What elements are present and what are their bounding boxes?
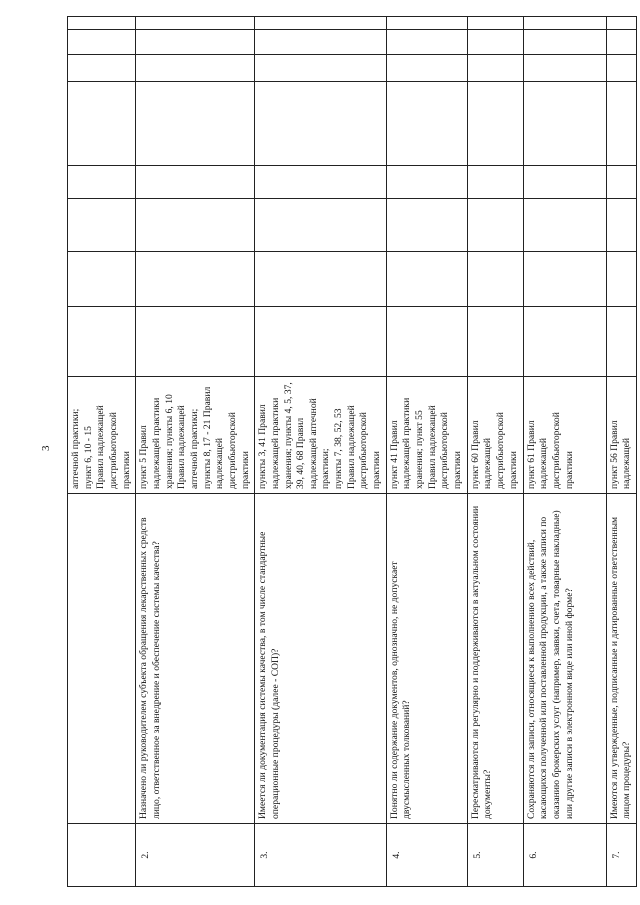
empty-answer-cell [255, 30, 387, 55]
empty-answer-cell [68, 199, 136, 252]
empty-answer-cell [606, 252, 636, 307]
empty-answer-cell [68, 30, 136, 55]
empty-answer-cell [255, 252, 387, 307]
empty-answer-cell [136, 252, 255, 307]
empty-answer-cell [136, 17, 255, 30]
empty-answer-cell [136, 30, 255, 55]
row-number: 4. [386, 824, 467, 887]
empty-answer-cell [255, 166, 387, 199]
empty-answer-cell [136, 307, 255, 377]
empty-answer-cell [255, 55, 387, 82]
requirement-question: Имеется ли документация системы качества, в том числе стандартные операционные процедуры (далее - СОП)? [255, 494, 387, 824]
empty-answer-cell [255, 82, 387, 166]
empty-answer-cell [68, 17, 136, 30]
requirement-question: Имеются ли утвержденные, подписанные и датированные ответственным лицом процедуры? [606, 494, 636, 824]
empty-answer-cell [606, 17, 636, 30]
row-number: 2. [136, 824, 255, 887]
empty-answer-cell [606, 166, 636, 199]
empty-answer-cell [606, 30, 636, 55]
empty-answer-cell [523, 82, 606, 166]
legal-reference: пункт 41 Правил надлежащей практики хранения; пункт 55 Правил надлежащей дистрибьюторской практики [386, 377, 467, 494]
requirement-question: Пересматриваются ли регулярно и поддерживаются в актуальном состоянии документы? [467, 494, 523, 824]
empty-answer-cell [467, 252, 523, 307]
empty-answer-cell [136, 199, 255, 252]
empty-answer-cell [136, 82, 255, 166]
row-number: 6. [523, 824, 606, 887]
empty-answer-cell [606, 55, 636, 82]
empty-answer-cell [467, 55, 523, 82]
legal-reference: аптечной практики; пункт 6, 10 - 15 Правил надлежащей дистрибьюторской практики [68, 377, 136, 494]
empty-answer-cell [68, 55, 136, 82]
legal-reference: пункт 5 Правил надлежащей практики хранения; пункты 6, 10 Правил надлежащей аптечной практики; пункты 8, 17 - 21 Правил надлежащей дистрибьюторской практики [136, 377, 255, 494]
empty-answer-cell [386, 30, 467, 55]
table-row [467, 17, 523, 887]
row-number [68, 824, 136, 887]
empty-answer-cell [606, 307, 636, 377]
empty-answer-cell [255, 307, 387, 377]
empty-answer-cell [386, 199, 467, 252]
empty-answer-cell [68, 252, 136, 307]
table-row [136, 17, 255, 887]
empty-answer-cell [467, 307, 523, 377]
requirement-question: Сохраняются ли записи, относящиеся к выполнению всех действий, касающихся полученной или поставленной продукции, а также записи по оказанию брокерских услуг (например, заявки, счета, товарные накладные) или другие записи в электронном виде или иной форме? [523, 494, 606, 824]
legal-reference: пункт 61 Правил надлежащей дистрибьюторской практики [523, 377, 606, 494]
empty-answer-cell [255, 199, 387, 252]
row-number: 3. [255, 824, 387, 887]
empty-answer-cell [467, 82, 523, 166]
requirement-question: Понятно ли содержание документов, однозначно, не допускает двусмысленных толкований? [386, 494, 467, 824]
empty-answer-cell [467, 17, 523, 30]
empty-answer-cell [467, 166, 523, 199]
empty-answer-cell [606, 82, 636, 166]
empty-answer-cell [386, 82, 467, 166]
empty-answer-cell [523, 307, 606, 377]
table-row [68, 17, 136, 887]
empty-answer-cell [386, 55, 467, 82]
empty-answer-cell [523, 30, 606, 55]
table-row [386, 17, 467, 887]
empty-answer-cell [386, 166, 467, 199]
empty-answer-cell [255, 17, 387, 30]
checklist-table-rotated [67, 17, 633, 887]
empty-answer-cell [523, 166, 606, 199]
empty-answer-cell [467, 199, 523, 252]
empty-answer-cell [523, 17, 606, 30]
empty-answer-cell [523, 55, 606, 82]
table-row [606, 17, 636, 887]
empty-answer-cell [386, 17, 467, 30]
requirement-question [68, 494, 136, 824]
empty-answer-cell [523, 199, 606, 252]
table-row [255, 17, 387, 887]
empty-answer-cell [68, 166, 136, 199]
empty-answer-cell [606, 199, 636, 252]
requirement-question: Назначено ли руководителем субъекта обращения лекарственных средств лицо, ответственное за внедрение и обеспечение системы качества? [136, 494, 255, 824]
table-row [523, 17, 606, 887]
empty-answer-cell [467, 30, 523, 55]
empty-answer-cell [386, 252, 467, 307]
legal-reference: пункт 56 Правил надлежащей [606, 377, 636, 494]
empty-answer-cell [68, 307, 136, 377]
legal-reference: пункты 3, 41 Правил надлежащей практики хранения; пункты 4, 5, 37, 39, 40, 68 Правил надлежащей аптечной практики; пункты 7, 38, 52, 53 Правил надлежащей дистрибьюторской практики [255, 377, 387, 494]
row-number: 5. [467, 824, 523, 887]
legal-reference: пункт 60 Правил надлежащей дистрибьюторской практики [467, 377, 523, 494]
empty-answer-cell [136, 55, 255, 82]
empty-answer-cell [136, 166, 255, 199]
page-number: 3 [40, 445, 52, 451]
empty-answer-cell [386, 307, 467, 377]
row-number: 7. [606, 824, 636, 887]
empty-answer-cell [68, 82, 136, 166]
checklist-table [67, 16, 637, 887]
empty-answer-cell [523, 252, 606, 307]
